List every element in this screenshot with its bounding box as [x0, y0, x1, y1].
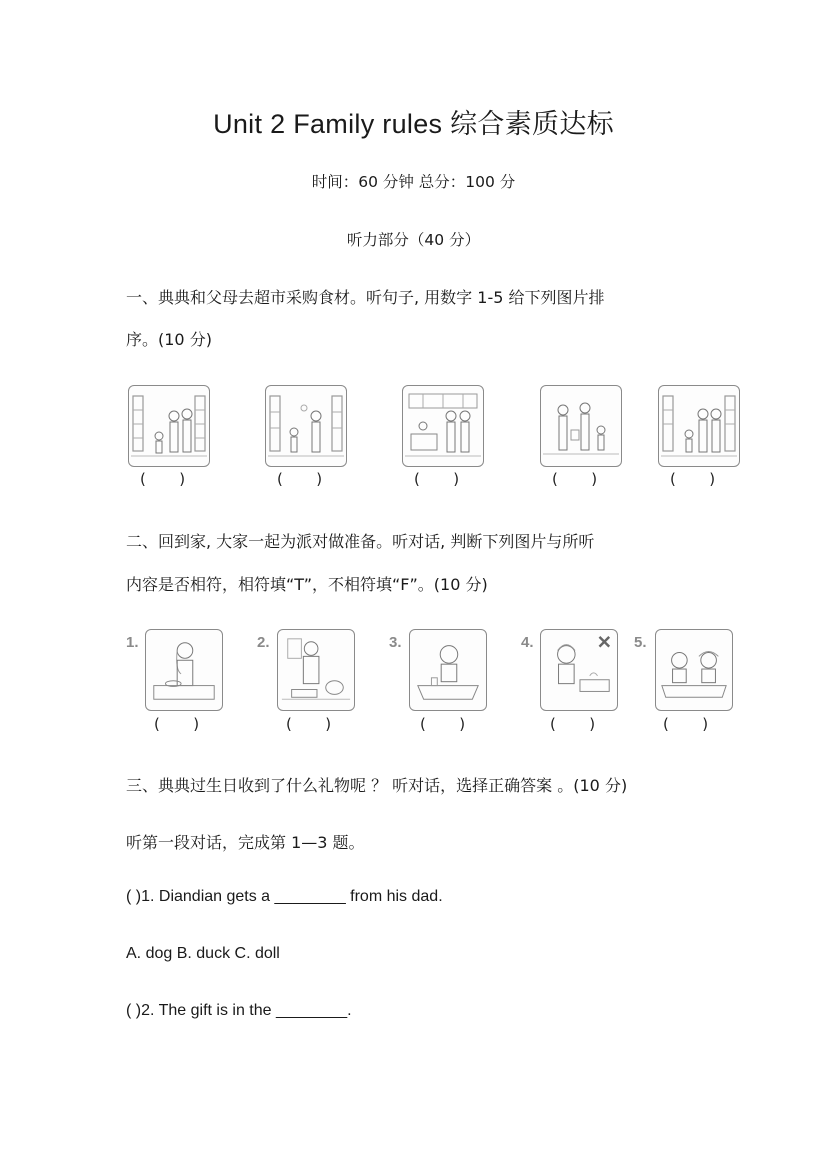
q2-label-2: 2. — [257, 634, 270, 651]
q1-answer-1[interactable]: ( ) — [140, 470, 186, 488]
q2-instruction-line1: 二、回到家, 大家一起为派对做准备。听对话, 判断下列图片与所听 — [126, 532, 595, 551]
q2-label-3: 3. — [389, 634, 402, 651]
q3-instruction-line2: 听第一段对话，完成第 1—3 题。 — [126, 833, 365, 852]
q1-picture-5 — [658, 385, 740, 467]
man-washing-dishes-icon — [278, 630, 354, 710]
supermarket-family-icon — [129, 386, 209, 466]
exam-meta: 时间：60 分钟 总分：100 分 — [311, 173, 516, 191]
q2-picture-5 — [655, 629, 733, 711]
q1-instruction-line1: 一、典典和父母去超市采购食材。听句子, 用数字 1-5 给下列图片排 — [126, 288, 605, 307]
supermarket-family-icon — [266, 386, 346, 466]
q2-picture-4 — [540, 629, 618, 711]
woman-cooking-icon — [146, 630, 222, 710]
q3-item-1[interactable]: ( )1. Diandian gets a ________ from his dad. — [126, 888, 443, 905]
children-at-table-icon — [656, 630, 732, 710]
q2-answer-4[interactable]: ( ) — [550, 715, 596, 733]
q1-answer-4[interactable]: ( ) — [552, 470, 598, 488]
q3-instruction-line1: 三、典典过生日收到了什么礼物呢 ？ 听对话，选择正确答案 。(10 分) — [126, 776, 628, 795]
q1-answer-5[interactable]: ( ) — [670, 470, 716, 488]
q1-picture-4 — [540, 385, 622, 467]
q2-answer-5[interactable]: ( ) — [663, 715, 709, 733]
q1-picture-2 — [265, 385, 347, 467]
boy-at-table-icon — [410, 630, 486, 710]
q2-answer-3[interactable]: ( ) — [420, 715, 466, 733]
boy-cooking-crossed-icon — [541, 630, 617, 710]
q2-label-4: 4. — [521, 634, 534, 651]
section-heading: 听力部分（40 分） — [346, 231, 481, 249]
q2-instruction-line2: 内容是否相符，相符填“T”，不相符填“F”。(10 分) — [126, 575, 488, 594]
page-title: Unit 2 Family rules 综合素质达标 — [213, 109, 614, 139]
family-shopping-bags-icon — [541, 386, 621, 466]
q2-picture-1 — [145, 629, 223, 711]
q1-picture-3 — [402, 385, 484, 467]
q1-answer-2[interactable]: ( ) — [277, 470, 323, 488]
q2-answer-2[interactable]: ( ) — [286, 715, 332, 733]
q2-picture-3 — [409, 629, 487, 711]
q2-answer-1[interactable]: ( ) — [154, 715, 200, 733]
q1-answer-3[interactable]: ( ) — [414, 470, 460, 488]
q1-instruction-line2: 序。(10 分) — [126, 330, 212, 349]
q3-item-1-options: A. dog B. duck C. doll — [126, 945, 280, 962]
supermarket-checkout-icon — [403, 386, 483, 466]
supermarket-family-icon — [659, 386, 739, 466]
q1-picture-1 — [128, 385, 210, 467]
q3-item-2[interactable]: ( )2. The gift is in the ________. — [126, 1002, 352, 1019]
q2-label-5: 5. — [634, 634, 647, 651]
q2-label-1: 1. — [126, 634, 139, 651]
q2-picture-2 — [277, 629, 355, 711]
